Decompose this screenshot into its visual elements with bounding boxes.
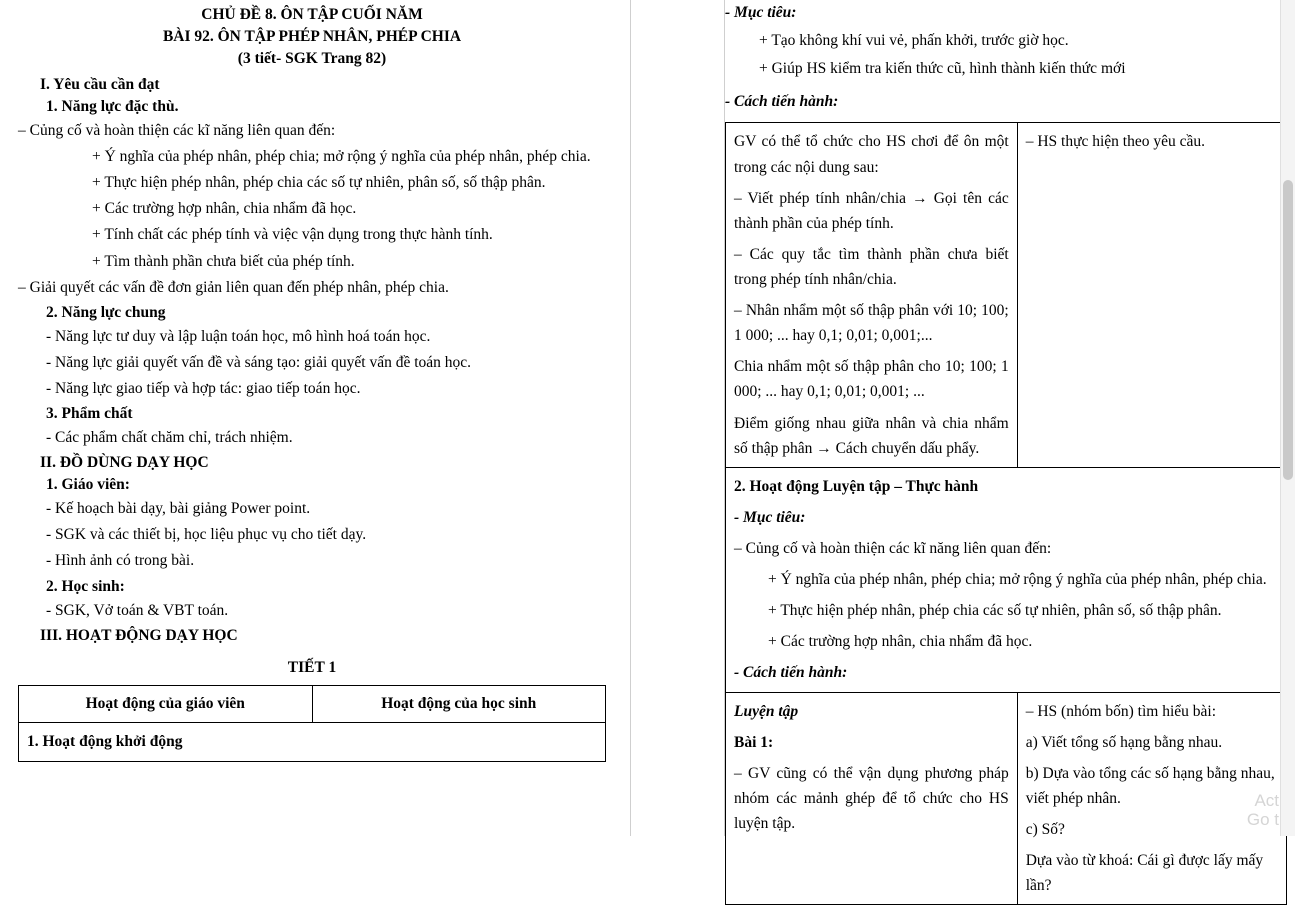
table-cell-giao-vien: [726, 123, 1018, 467]
table-row: [726, 467, 1287, 692]
text-line: Dựa vào từ khoá: Cái gì được lấy mấy lần?: [1025, 852, 1264, 895]
list-item: + Ý nghĩa của phép nhân, phép chia; mở rộng ý nghĩa của phép nhân, phép chia.: [768, 571, 1267, 589]
table-header-giao-vien: Hoạt động của giáo viên: [19, 685, 313, 723]
list-item: - Năng lực giao tiếp và hợp tác: giao tiếp toán học.: [46, 379, 361, 397]
section-heading-hoat-dong-day-hoc: III. HOẠT ĐỘNG DẠY HỌC: [40, 626, 238, 644]
list-item: + Tìm thành phần chưa biết của phép tính.: [92, 252, 355, 270]
list-item: + Các trường hợp nhân, chia nhẩm đã học.: [768, 633, 1033, 651]
list-item: - Năng lực tư duy và lập luận toán học, mô hình hoá toán học.: [46, 327, 431, 345]
text-line: a) Viết tổng số hạng bằng nhau.: [1025, 733, 1223, 751]
left-column: [0, 0, 630, 836]
activity-table-left: [18, 685, 606, 762]
list-item: + Các trường hợp nhân, chia nhẩm đã học.: [92, 200, 357, 218]
scrollbar-thumb[interactable]: [1283, 180, 1293, 480]
list-item: + Tính chất các phép tính và việc vận dụng trong thực hành tính.: [92, 226, 493, 244]
page-title-bai: BÀI 92. ÔN TẬP PHÉP NHÂN, PHÉP CHIA: [162, 28, 462, 45]
page-gutter: [630, 0, 725, 836]
cach-tien-hanh-label-2: - Cách tiến hành:: [734, 664, 848, 682]
list-item: + Giúp HS kiểm tra kiến thức cũ, hình thành kiến thức mới: [759, 60, 1126, 78]
text-line: – HS (nhóm bốn) tìm hiểu bài:: [1025, 702, 1217, 720]
list-item: - SGK và các thiết bị, học liệu phục vụ cho tiết dạy.: [46, 526, 367, 544]
text-line: b) Dựa vào tổng các số hạng bằng nhau, viết phép nhân.: [1025, 764, 1275, 807]
list-item: + Thực hiện phép nhân, phép chia các số tự nhiên, phân số, số thập phân.: [92, 174, 546, 192]
list-item: - SGK, Vở toán & VBT toán.: [46, 601, 229, 619]
text-line: – GV cũng có thể vận dụng phương pháp nhóm các mảnh ghép để tổ chức cho HS luyện tập.: [734, 764, 1009, 832]
right-column: [725, 0, 1295, 895]
page-subtitle-tiet-sgk: (3 tiết- SGK Trang 82): [237, 50, 387, 67]
text-cung-co: – Củng cố và hoàn thiện các kĩ năng liên quan đến:: [18, 122, 336, 139]
list-item: - Các phẩm chất chăm chỉ, trách nhiệm.: [46, 429, 293, 447]
activity-title-cell: [19, 723, 606, 761]
muc-tieu-label-2: - Mục tiêu:: [734, 508, 806, 526]
activity-table-luyen-tap: [725, 692, 1287, 905]
text-cung-co-2: – Củng cố và hoàn thiện các kĩ năng liên quan đến:: [734, 539, 1052, 557]
subsection-nang-luc-chung: 2. Năng lực chung: [46, 303, 166, 321]
bai-1-label: Bài 1:: [734, 733, 774, 751]
subsection-hoc-sinh: 2. Học sinh:: [46, 577, 125, 595]
text-line: – Nhân nhẩm một số thập phân với 10; 100; 1 000; ... hay 0,1; 0,01; 0,001;...: [734, 302, 1009, 345]
section-heading-do-dung: II. ĐỒ DÙNG DẠY HỌC: [40, 454, 209, 472]
activity2-title: 2. Hoạt động Luyện tập – Thực hành: [734, 477, 979, 495]
subsection-giao-vien: 1. Giáo viên:: [46, 476, 130, 494]
table-row: [19, 685, 606, 723]
text-line: – HS thực hiện theo yêu cầu.: [1025, 133, 1206, 151]
list-item: + Thực hiện phép nhân, phép chia các số tự nhiên, phân số, số thập phân.: [768, 602, 1222, 620]
text-line: – Viết phép tính nhân/chia → Gọi tên các thành phần của phép tính.: [734, 189, 1009, 232]
table-row: [726, 692, 1287, 905]
table-cell-hoc-sinh: [1017, 692, 1286, 905]
page-title-chu-de: CHỦ ĐỀ 8. ÔN TẬP CUỐI NĂM: [201, 6, 423, 23]
table-header-hoc-sinh: Hoạt động của học sinh: [312, 685, 606, 723]
vertical-scrollbar[interactable]: [1280, 0, 1295, 836]
activity1-title: 1. Hoạt động khởi động: [27, 733, 183, 751]
subsection-nang-luc-dac-thu: 1. Năng lực đặc thù.: [46, 98, 179, 115]
luyen-tap-label: Luyện tập: [734, 702, 799, 720]
list-item: + Tạo không khí vui vẻ, phấn khởi, trước giờ học.: [759, 32, 1069, 50]
list-item: - Kế hoạch bài dạy, bài giảng Power point.: [46, 500, 311, 518]
list-item: - Hình ảnh có trong bài.: [46, 552, 195, 570]
activity2-header-table: [725, 467, 1287, 693]
tiet-label: TIẾT 1: [287, 658, 337, 676]
watermark-line-1: Act: [1254, 790, 1279, 810]
watermark-line-2: Go t: [1246, 810, 1279, 830]
activity2-cell: [726, 467, 1287, 692]
text-giai-quyet: – Giải quyết các vấn đề đơn giản liên quan đến phép nhân, phép chia.: [18, 278, 449, 296]
activity-table-khoi-dong: [725, 122, 1287, 467]
text-line: Điểm giống nhau giữa nhân và chia nhẩm số thập phân → Cách chuyển dấu phẩy.: [734, 414, 1009, 457]
table-row: [19, 723, 606, 761]
text-line: Chia nhẩm một số thập phân cho 10; 100; 1 000; ... hay 0,1; 0,01; 0,001; ...: [734, 358, 1009, 401]
subsection-pham-chat: 3. Phẩm chất: [46, 405, 133, 423]
text-line: c) Số?: [1025, 820, 1065, 838]
list-item: + Ý nghĩa của phép nhân, phép chia; mở rộng ý nghĩa của phép nhân, phép chia.: [92, 148, 591, 166]
table-cell-hoc-sinh: [1017, 123, 1286, 467]
text-line: – Các quy tắc tìm thành phần chưa biết trong phép tính nhân/chia.: [734, 245, 1009, 288]
list-item: - Năng lực giải quyết vấn đề và sáng tạo: giải quyết vấn đề toán học.: [46, 353, 472, 371]
table-row: [726, 123, 1287, 467]
table-cell-giao-vien: [726, 692, 1018, 905]
text-line: GV có thể tổ chức cho HS chơi để ôn một trong các nội dung sau:: [734, 133, 1009, 176]
muc-tieu-label: - Mục tiêu:: [725, 4, 797, 21]
cach-tien-hanh-label: - Cách tiến hành:: [725, 93, 839, 111]
section-heading-yeu-cau: I. Yêu cầu cần đạt: [40, 76, 160, 93]
